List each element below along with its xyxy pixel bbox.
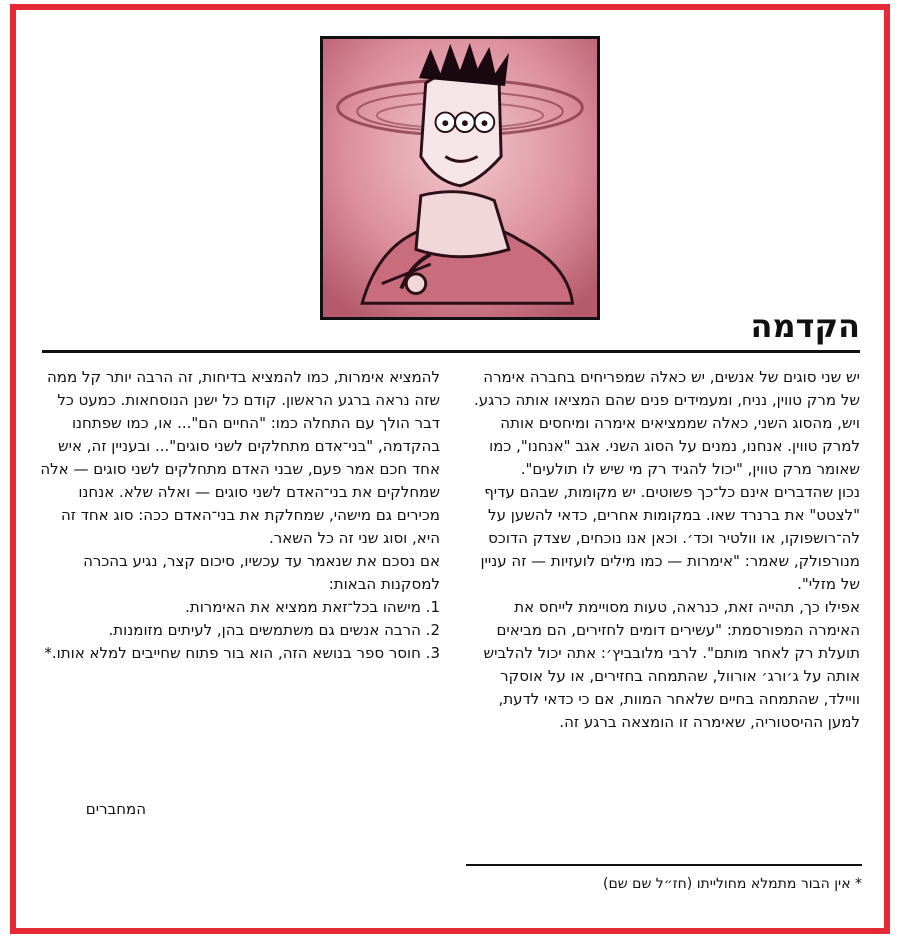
list-item: 2. הרבה אנשים גם משתמשים בהן, לעיתים מזומנות. [108,621,440,639]
paragraph: נכון שהדברים אינם כל־כך פשוטים. יש מקומות, שבהם עדיף "לצטט" את ברנרד שאו. במקומות אחרים, כדאי להשען על לה־רושפוקו, או וולטיר וכד׳. וכאן אנו נוכחים, שצדק הדוכס מנורפולק, שאמר: "אימרות — כמו מילים לועזיות — זה עניין של מזלי". [480,483,860,593]
paragraph: אפילו כך, תהייה זאת, כנראה, טעות מסויימת לייחס את האימרה המפורסמת: "עשירים דומים לחזירים, הם מביאים תועלת רק לאחר מותם". לרבי מלובביץ׳: אתה יכול להלביש אותה על ג׳ורג׳ אורוול, שהתמחה בחזירים, או על אוסקר וויילד, שהתמחה בחיים שלאחר המוות, אם כי כדאי לדעת, למען ההיסטוריה, שאימרה זו הומצאה ברגע זה. [483,598,860,731]
cartoon-figure-image [323,39,597,317]
list-item: 1. מישהו בכל־זאת ממציא את האימרות. [185,598,440,616]
title-divider [42,350,860,353]
paragraph: אם נסכם את שנאמר עד עכשיו, סיכום קצר, נגיע בהכרה למסקנות הבאות: [83,552,440,593]
paragraph: להמציא אימרות, כמו להמציא בדיחות, זה הרבה יותר קל ממה שזה נראה ברגע הראשון. קודם כל ישנן הנוסחאות. כמעט כל דבר הולך עם התחלה כמו: "החיים הם"... או, כמו שפתחנו בהקדמה, "בני־אדם מתחלקים לשני סוגים"... ובעניין זה, איש אחד חכם אמר פעם, שבני האדם מתחלקים לשני סוגים — אלה שמחלקים את בני־האדם לשני סוגים — ואלה שלא. אנחנו מכירים גם מישהי, שמחלקת את בני־האדם ככה: סוג אחד זה היא, וסוג שני זה כל השאר. [40,368,440,547]
list-item: 3. חוסר ספר בנושא הזה, הוא בור פתוח שחייבים למלא אותו.* [44,644,440,662]
cartoon-illustration [320,36,600,320]
footnote: * אין הבור מתמלא מחולייתו (חז״ל שם שם) [603,876,862,892]
authors-signature: המחברים [85,800,146,818]
paragraph: יש שני סוגים של אנשים, יש כאלה שמפריחים בחברה אימרה של מרק טווין, נניח, ומעמידים פנים שהם המציאו אותה כרגע. [473,368,860,409]
paragraph: ויש, מהסוג השני, כאלה שממציאים אימרה ומיחסים אותה למרק טווין. אנחנו, נמנים על הסוג השני. אגב "אנחנו", כמו שאומר מרק טווין, "יכול להגיד רק מי שיש לו תולעים". [489,414,860,478]
conclusions-list [40,596,440,665]
text-column-left [40,366,440,665]
text-column-right [464,366,860,734]
page-title: הקדמה [750,307,860,345]
footnote-divider [466,864,862,866]
